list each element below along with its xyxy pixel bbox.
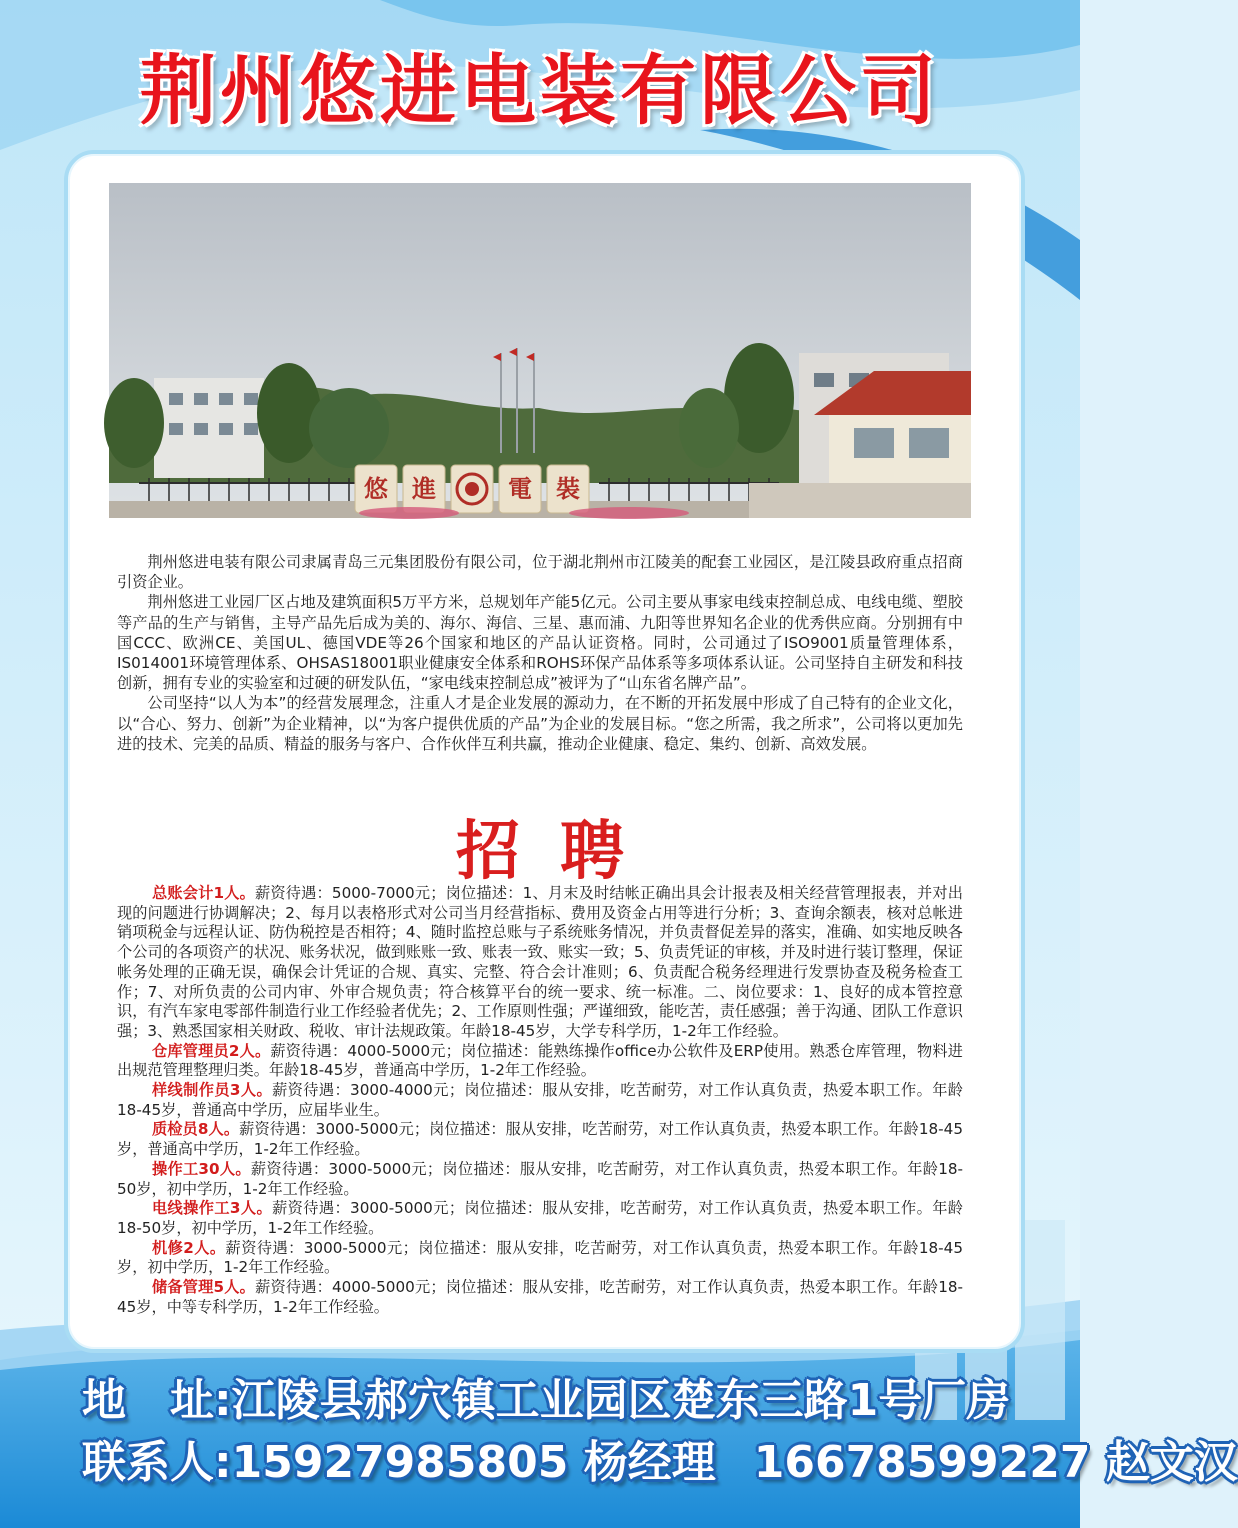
- job-list: [117, 884, 963, 1317]
- contact2-name: 赵文汉: [1105, 1437, 1238, 1488]
- job-item: [117, 1199, 963, 1238]
- factory-photo: [109, 183, 971, 518]
- job-title: 仓库管理员2人。: [151, 1041, 271, 1060]
- contact-label: 联系人:: [82, 1437, 232, 1488]
- job-title: 质检员8人。: [151, 1120, 240, 1139]
- job-item: [117, 1239, 963, 1278]
- gate-char-3: 電: [508, 474, 532, 503]
- gate-char-4: 裝: [556, 474, 580, 503]
- intro-paragraph: 荆州悠进电装有限公司隶属青岛三元集团股份有限公司，位于湖北荆州市江陵美的配套工业园区，是江陵县政府重点招商引资企业。: [117, 553, 963, 592]
- gate-char-1: 悠: [364, 474, 388, 503]
- address-text: 江陵县郝穴镇工业园区楚东三路1号厂房: [231, 1375, 1011, 1426]
- job-title: 操作工30人。: [151, 1159, 251, 1178]
- job-desc: 薪资待遇：5000-7000元；岗位描述：1、月末及时结帐正确出具会计报表及相关经营管理报表，并对出现的问题进行协调解决；2、每月以表格形式对公司当月经营指标、费用及资金占用等进行分析；3、查询余额表，核对总帐进销项税金与远程认证、防伪税控是否相符；4、随时监控总账与子系统账务情况，并负责督促差异的落实，准确、如实地反映各个公司的各项资产的状况、账务状况，做到账账一致、账表一致、账实一致；5、负责凭证的审核，并及时进行装订整理，保证帐务处理的正确无误，确保会计凭证的合规、真实、完整、符合会计准则；6、负责配合税务经理进行发票协查及税务检查工作；7、对所负责的公司内审、外审合规负责；符合核算平台的统一要求、统一标准。二、岗位要求：1、良好的成本管控意识，有汽车家电零部件制造行业工作经验者优先；2、工作原则性强；严谨细致，能吃苦，责任感强；善于沟通、团队工作意识强；3、熟悉国家相关财政、税收、审计法规政策。年龄18-45岁，大学专科学历，1-2年工作经验。: [117, 884, 963, 1040]
- job-item: [117, 1042, 963, 1081]
- intro-paragraph: 公司坚持“以人为本”的经营发展理念，注重人才是企业发展的源动力，在不断的开拓发展中形成了自己特有的企业文化，以“合心、努力、创新”为企业精神，以“为客户提供优质的产品”为企业的发展目标。“您之所需，我之所求”，公司将以更加先进的技术、完美的品质、精益的服务与客户、合作伙伴互利共赢，推动企业健康、稳定、集约、创新、高效发展。: [117, 694, 963, 753]
- company-intro: [117, 552, 963, 754]
- job-title: 储备管理5人。: [151, 1278, 256, 1297]
- job-desc: 薪资待遇：3000-5000元；岗位描述：服从安排，吃苦耐劳，对工作认真负责，热爱本职工作。年龄18-50岁，初中学历，1-2年工作经验。: [117, 1159, 964, 1198]
- job-desc: 薪资待遇：3000-4000元；岗位描述：服从安排，吃苦耐劳，对工作认真负责，热爱本职工作。年龄18-45岁，普通高中学历，应届毕业生。: [117, 1081, 963, 1119]
- job-desc: 薪资待遇：3000-5000元；岗位描述：服从安排，吃苦耐劳，对工作认真负责，热爱本职工作。年龄18-45岁，初中学历，1-2年工作经验。: [117, 1238, 963, 1277]
- job-item: [117, 1278, 963, 1317]
- job-desc: 薪资待遇：3000-5000元；岗位描述：服从安排，吃苦耐劳，对工作认真负责，热爱本职工作。年龄18-45岁，普通高中学历，1-2年工作经验。: [117, 1120, 963, 1159]
- job-item: [117, 1081, 963, 1120]
- job-item: [117, 1160, 963, 1199]
- job-desc: 薪资待遇：4000-5000元；岗位描述：能熟练操作office办公软件及ERP使用。熟悉仓库管理，物料进出规范管理整理归类。年龄18-45岁，普通高中学历，1-2年工作经验。: [117, 1041, 963, 1080]
- contact1-name: 杨经理: [583, 1437, 716, 1488]
- address-label: 地 址:: [82, 1375, 232, 1426]
- intro-paragraph: 荆州悠进工业园厂区占地及建筑面积5万平方米，总规划年产能5亿元。公司主要从事家电线束控制总成、电线电缆、塑胶等产品的生产与销售，主导产品先后成为美的、海尔、海信、三星、惠而浦、九阳等世界知名企业的优秀供应商。分别拥有中国CCC、欧洲CE、美国UL、德国VDE等26个国家和地区的产品认证资格。同时，公司通过了ISO9001质量管理体系，IS014001环境管理体系、OHSAS18001职业健康安全体系和ROHS环保产品体系等多项体系认证。公司坚持自主研发和科技创新，拥有专业的实验室和过硬的研发队伍，“家电线束控制总成”被评为了“山东省名牌产品”。: [117, 593, 963, 693]
- job-title: 电线操作工3人。: [151, 1199, 273, 1218]
- job-item: [117, 1120, 963, 1159]
- job-title: 总账会计1人。: [151, 884, 256, 902]
- contact2-phone: 16678599227: [753, 1437, 1091, 1488]
- recruit-heading: 招聘: [456, 814, 664, 889]
- contact1-phone: 15927985805: [231, 1437, 569, 1488]
- job-desc: 薪资待遇：4000-5000元；岗位描述：服从安排，吃苦耐劳，对工作认真负责，热爱本职工作。年龄18-45岁，中等专科学历，1-2年工作经验。: [117, 1278, 963, 1316]
- job-desc: 薪资待遇：3000-5000元；岗位描述：服从安排，吃苦耐劳，对工作认真负责，热爱本职工作。年龄18-50岁，初中学历，1-2年工作经验。: [117, 1199, 963, 1237]
- address-line: [82, 1364, 1072, 1428]
- job-title: 机修2人。: [151, 1238, 226, 1257]
- job-title: 样线制作员3人。: [151, 1081, 273, 1100]
- company-title: 荆州悠进电装有限公司: [140, 46, 940, 135]
- job-item: [117, 884, 963, 1042]
- contact-line: [82, 1426, 1238, 1490]
- gate-char-2: 進: [412, 474, 436, 503]
